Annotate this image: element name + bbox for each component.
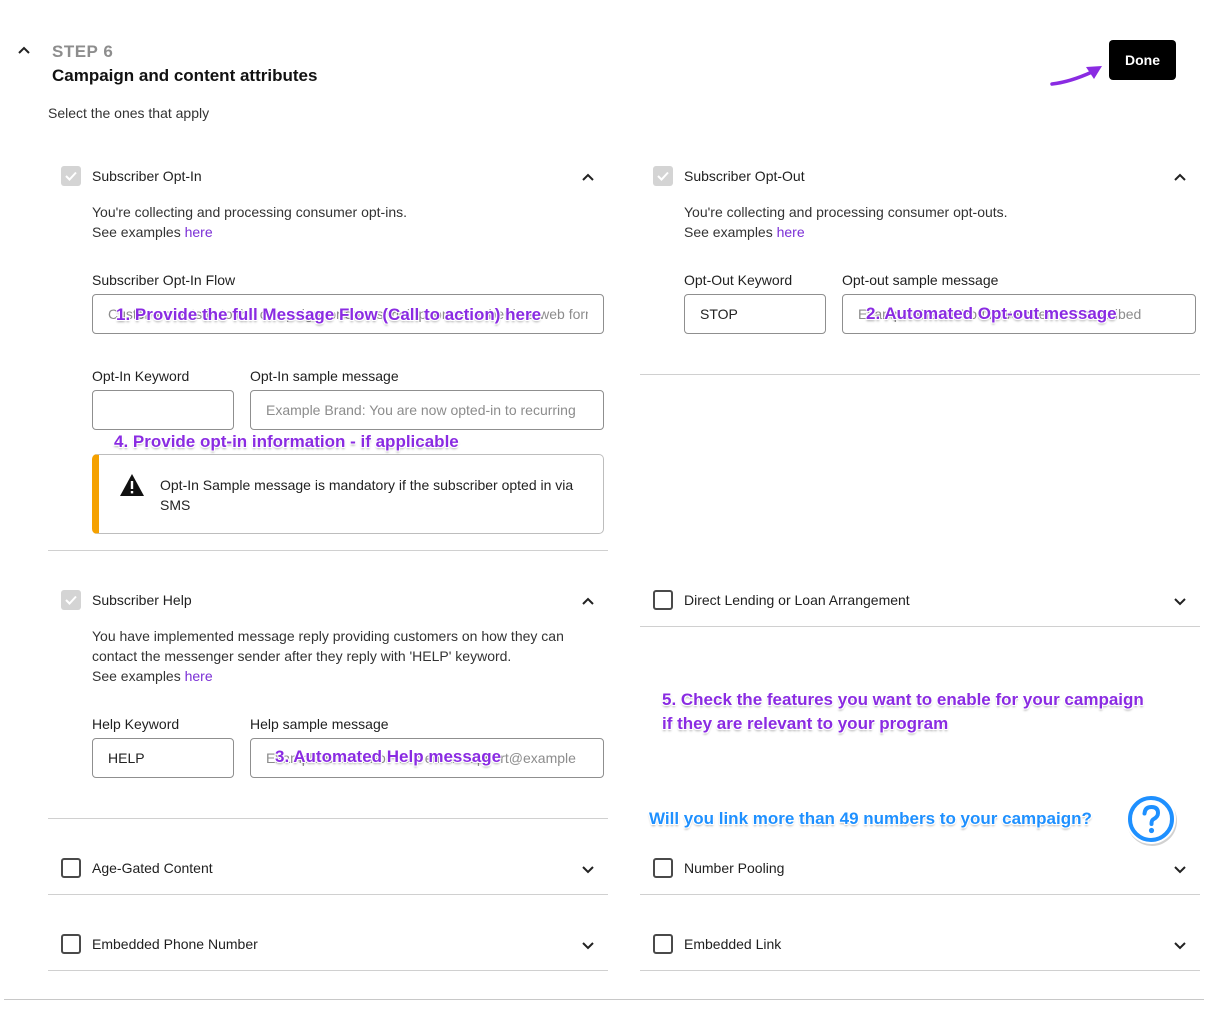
help-checkbox[interactable] [61, 590, 81, 610]
opt-out-keyword-label: Opt-Out Keyword [684, 272, 793, 288]
step-subtitle: Select the ones that apply [48, 105, 210, 121]
direct-lending-label: Direct Lending or Loan Arrangement [684, 592, 910, 608]
divider [640, 970, 1200, 971]
annotation-help: 3. Automated Help message [275, 747, 502, 766]
checkmark-icon [653, 166, 673, 186]
opt-in-sample-label: Opt-In sample message [250, 368, 399, 384]
annotation-number-question: Will you link more than 49 numbers to your campaign? [649, 809, 1092, 828]
opt-in-checkbox[interactable] [61, 166, 81, 186]
divider [640, 374, 1200, 375]
warning-triangle-icon [119, 473, 145, 497]
help-label: Subscriber Help [92, 592, 192, 608]
embedded-phone-label: Embedded Phone Number [92, 936, 258, 952]
divider [640, 626, 1200, 627]
direct-lending-checkbox[interactable] [653, 590, 673, 610]
chevron-down-icon[interactable] [1173, 864, 1187, 874]
annotation-features: 5. Check the features you want to enable for your campaign if they are relevant to your program [662, 690, 1144, 733]
opt-in-description: You're collecting and processing consumer opt-ins. See examples here [92, 204, 407, 240]
opt-out-examples-link[interactable]: here [776, 224, 805, 240]
divider [48, 818, 608, 819]
divider [48, 894, 608, 895]
embedded-link-checkbox[interactable] [653, 934, 673, 954]
help-keyword-input[interactable] [92, 738, 234, 778]
chevron-up-icon[interactable] [581, 596, 595, 606]
section-divider [4, 999, 1204, 1000]
checkmark-icon [61, 590, 81, 610]
done-button[interactable]: Done [1109, 40, 1176, 80]
annotation-opt-out: 2. Automated Opt-out message [866, 304, 1117, 323]
chevron-down-icon[interactable] [581, 864, 595, 874]
collapse-step-chevron-up-icon[interactable] [16, 44, 32, 56]
opt-out-description: You're collecting and processing consumer opt-outs. See examples here [684, 204, 1008, 240]
number-pooling-label: Number Pooling [684, 860, 785, 876]
opt-out-checkbox[interactable] [653, 166, 673, 186]
help-examples-link[interactable]: here [184, 668, 213, 684]
opt-in-keyword-input[interactable] [92, 390, 234, 430]
chevron-down-icon[interactable] [581, 940, 595, 950]
age-gated-checkbox[interactable] [61, 858, 81, 878]
opt-out-label: Subscriber Opt-Out [684, 168, 805, 184]
help-keyword-label: Help Keyword [92, 716, 180, 732]
annotation-opt-in-info: 4. Provide opt-in information - if applicable [114, 432, 459, 451]
embedded-link-label: Embedded Link [684, 936, 782, 952]
opt-in-keyword-label: Opt-In Keyword [92, 368, 190, 384]
opt-out-sample-label: Opt-out sample message [842, 272, 999, 288]
opt-in-sample-input[interactable] [250, 390, 604, 430]
divider [48, 970, 608, 971]
arrow-icon [1048, 60, 1108, 90]
embedded-phone-checkbox[interactable] [61, 934, 81, 954]
step-title: Campaign and content attributes [52, 66, 318, 85]
help-sample-label: Help sample message [250, 716, 389, 732]
age-gated-label: Age-Gated Content [92, 860, 213, 876]
annotation-message-flow: 1. Provide the full Message Flow (Call to action) here [116, 305, 542, 324]
chevron-up-icon[interactable] [581, 172, 595, 182]
opt-out-keyword-input[interactable] [684, 294, 826, 334]
step-label: STEP 6 [52, 42, 114, 61]
checkmark-icon [61, 166, 81, 186]
warning-text: Opt-In Sample message is mandatory if the subscriber opted in via SMS [160, 477, 574, 513]
divider [48, 550, 608, 551]
divider [640, 894, 1200, 895]
number-pooling-checkbox[interactable] [653, 858, 673, 878]
chevron-down-icon[interactable] [1173, 596, 1187, 606]
help-description: You have implemented message reply providing customers on how they can contact the messenger sender after they reply with 'HELP' keyword. See examples here [92, 628, 564, 684]
opt-in-flow-label: Subscriber Opt-In Flow [92, 272, 236, 288]
opt-in-examples-link[interactable]: here [184, 224, 213, 240]
chevron-up-icon[interactable] [1173, 172, 1187, 182]
opt-in-label: Subscriber Opt-In [92, 168, 202, 184]
question-mark-icon[interactable] [1124, 792, 1180, 848]
chevron-down-icon[interactable] [1173, 940, 1187, 950]
